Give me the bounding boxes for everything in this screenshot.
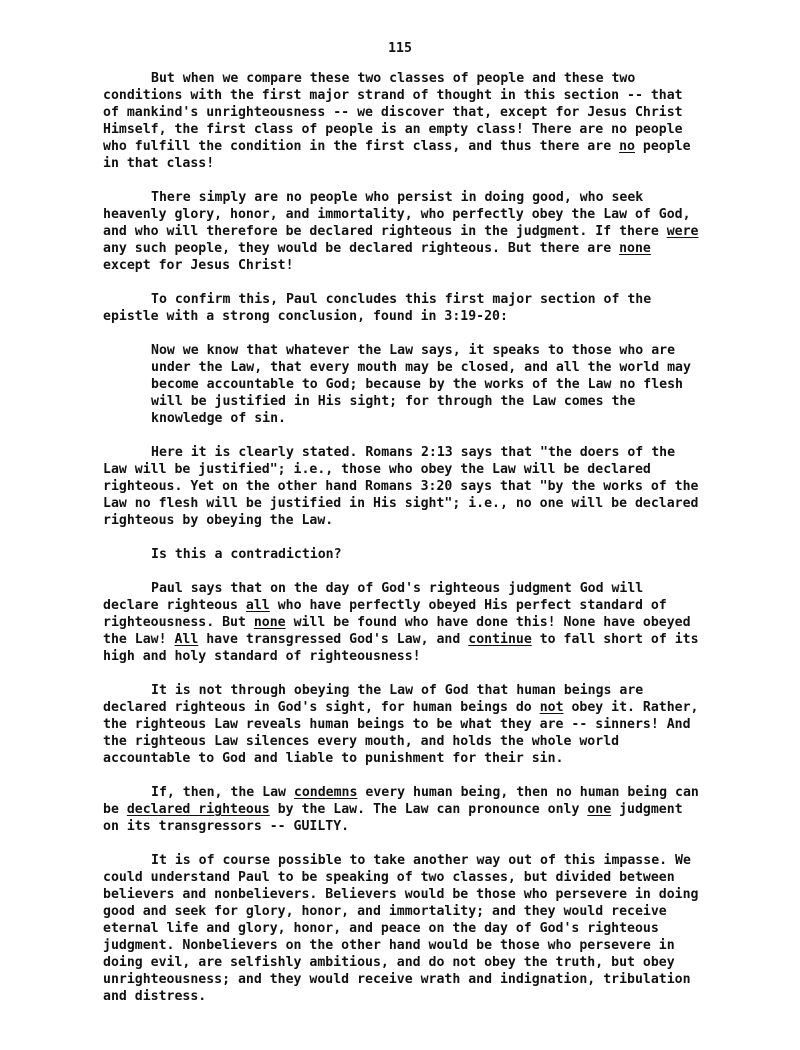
emphasis-all-capital: All (174, 632, 199, 647)
paragraph-5: Is this a contradiction? (151, 547, 342, 562)
text-run: have transgressed God's Law, and (198, 632, 469, 647)
text-run: judgment on its transgressors -- GUILTY. (103, 802, 683, 834)
paragraph-8 (103, 784, 703, 835)
paragraph-2 (103, 189, 703, 274)
paragraph-4: Here it is clearly stated. Romans 2:13 says that "the doers of the Law will be justified"; i.e., those who obey the Law will be declared righteous. Yet on the other hand Romans 3:20 says that "by the works of the Law no flesh will be justified in His sight"; i.e., no one will be declared righteous by obeying the Law. (103, 445, 699, 528)
text-run: people in that class! (103, 139, 691, 171)
emphasis-none: none (619, 241, 651, 256)
text-run: Paul says that on the day of God's righteous judgment God will declare righteous (103, 581, 644, 613)
text-run: obey it. Rather, the righteous Law reveals human beings to be what they are -- sinners! And the righteous Law silences every mouth, and holds the whole world accountable to God and liable to punishment for their sin. (103, 700, 699, 766)
paragraph-3: To confirm this, Paul concludes this first major section of the epistle with a strong conclusion, found in 3:19-20: (103, 292, 652, 324)
text-run: any such people, they would be declared righteous. But there are (103, 241, 620, 256)
emphasis-no: no (619, 139, 635, 154)
block-quote: Now we know that whatever the Law says, it speaks to those who are under the Law, that every mouth may be closed, and all the world may become accountable to God; because by the works of the Law no flesh will be justified in His sight; for through the Law comes the knowledge of sin. (151, 343, 691, 426)
text-run: every human being, then no human being can be (103, 785, 699, 817)
paragraph-6 (103, 580, 703, 665)
emphasis-one: one (587, 802, 612, 817)
text-run: If, then, the Law (151, 785, 294, 800)
text-run: to fall short of its high and holy standard of righteousness! (103, 632, 699, 664)
text-run: It is not through obeying the Law of God that human beings are declared righteous in God's sight, for human beings do (103, 683, 644, 715)
text-run: will be found who have done this! None have obeyed the Law! (103, 615, 691, 647)
emphasis-continue: continue (468, 632, 532, 647)
text-run: There simply are no people who persist in doing good, who seek heavenly glory, honor, and immortality, who perfectly obey the Law of God, and who will therefore be declared righteous in the judgment. If there (103, 190, 691, 239)
page-number: 115 (388, 41, 412, 56)
text-run: But when we compare these two classes of people and these two conditions with the first major strand of thought in this section -- that of mankind's unrighteousness -- we discover that, except for Jesus Christ Himself, the first class of people is an empty class! There are no people who fulfill the condition in the first class, and thus there are (103, 71, 683, 154)
paragraph-9: It is of course possible to take another way out of this impasse. We could understand Paul to be speaking of two classes, but divided between believers and nonbelievers. Believers would be those who persevere in doing good and seek for glory, honor, and immortality; and they would receive eternal life and glory, honor, and peace on the day of God's righteous judgment. Nonbelievers on the other hand would be those who persevere in doing evil, are selfishly ambitious, and do not obey the truth, but obey unrighteousness; and they would receive wrath and indignation, tribulation and distress. (103, 853, 699, 1004)
paragraph-1 (103, 70, 703, 172)
emphasis-not: not (539, 700, 564, 715)
text-run: except for Jesus Christ! (103, 258, 294, 273)
emphasis-all: all (245, 598, 270, 613)
emphasis-declared-righteous: declared righteous (126, 802, 270, 817)
text-run: by the Law. The Law can pronounce only (269, 802, 588, 817)
emphasis-were: were (666, 224, 699, 239)
paragraph-7 (103, 682, 703, 767)
text-run: who have perfectly obeyed His perfect standard of righteousness. But (103, 598, 667, 630)
emphasis-condemns: condemns (293, 785, 358, 800)
page-body (103, 70, 703, 1022)
emphasis-none: none (253, 615, 286, 630)
